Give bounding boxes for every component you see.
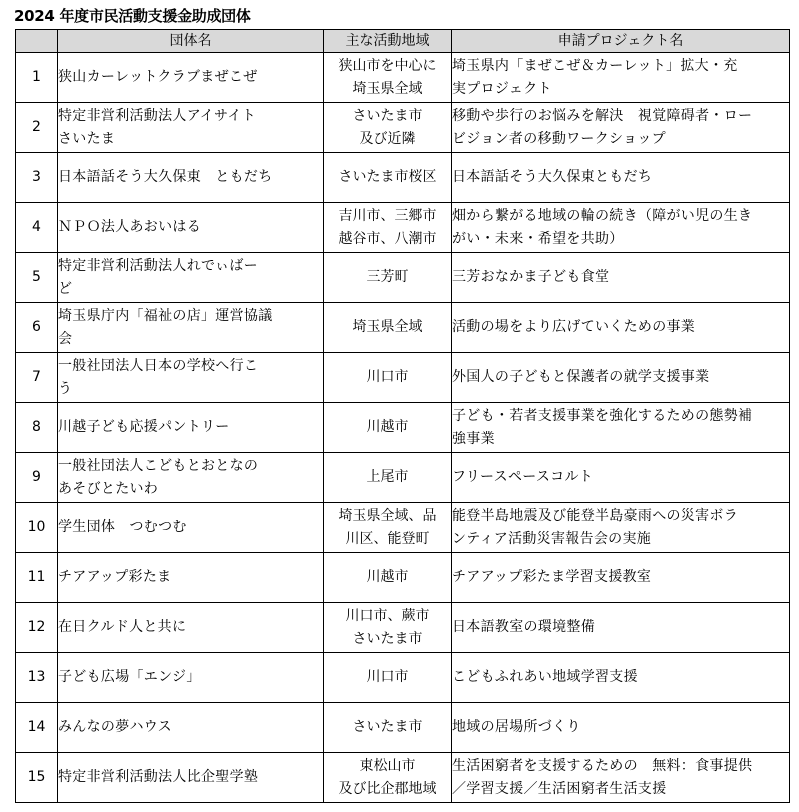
activity-area-line: 川越市 xyxy=(366,419,409,435)
organization-name-cell xyxy=(58,253,324,303)
activity-area-line: 埼玉県全域、品 xyxy=(338,507,437,524)
organization-name-cell xyxy=(58,303,324,353)
project-name-line: ／学習支援／生活困窮者生活支援 xyxy=(452,780,667,797)
project-name-line: がい・未来・希望を共助） xyxy=(452,230,624,247)
activity-area-cell xyxy=(324,553,452,603)
project-name-line: 埼玉県内「まぜこぜ＆カーレット」拡大・充 xyxy=(452,57,738,74)
table-row xyxy=(16,153,790,203)
organization-name-cell xyxy=(58,653,324,703)
table-row xyxy=(16,203,790,253)
project-name-line: 能登半島地震及び能登半島豪雨への災害ボラ xyxy=(452,507,738,524)
table-row xyxy=(16,703,790,753)
activity-area-line: 川越市 xyxy=(366,569,409,585)
project-name-cell xyxy=(452,53,790,103)
table-header-row xyxy=(16,30,790,53)
organization-name-line: 子ども広場「エンジ」 xyxy=(58,669,201,685)
organization-name-line: 特定非営利活動法人アイサイト xyxy=(58,107,256,124)
row-number: 1 xyxy=(16,53,58,103)
organization-name-line: 狭山カーレットクラブまぜこぜ xyxy=(58,69,258,85)
project-name-cell xyxy=(452,203,790,253)
activity-area-line: 埼玉県全域 xyxy=(352,80,423,97)
activity-area-cell xyxy=(324,153,452,203)
activity-area-line: 及び比企郡地域 xyxy=(338,780,437,797)
activity-area-line: さいたま市 xyxy=(352,719,423,735)
table-row xyxy=(16,253,790,303)
table-row xyxy=(16,303,790,353)
table-row xyxy=(16,103,790,153)
organization-name-line: ＮＰＯ法人あおいはる xyxy=(58,219,201,235)
project-name-line: 子ども・若者支援事業を強化するための態勢補 xyxy=(452,407,753,424)
organization-name-line: う xyxy=(58,380,73,397)
organization-name-cell xyxy=(58,753,324,803)
activity-area-line: 上尾市 xyxy=(366,469,409,485)
row-number: 3 xyxy=(16,153,58,203)
row-number: 12 xyxy=(16,603,58,653)
row-number: 2 xyxy=(16,103,58,153)
organization-name-cell xyxy=(58,553,324,603)
activity-area-cell xyxy=(324,703,452,753)
activity-area-line: 東松山市 xyxy=(359,757,416,774)
organization-name-cell xyxy=(58,603,324,653)
activity-area-line: 三芳町 xyxy=(366,269,409,285)
table-row xyxy=(16,603,790,653)
organization-name-line: 一般社団法人日本の学校へ行こ xyxy=(58,357,259,374)
project-name-cell xyxy=(452,703,790,753)
organization-name-line: さいたま xyxy=(58,130,116,147)
table-row xyxy=(16,753,790,803)
organization-name-cell xyxy=(58,53,324,103)
activity-area-line: 及び近隣 xyxy=(359,130,416,147)
organization-name-line: ど xyxy=(58,280,73,297)
organization-name-line: 在日クルド人と共に xyxy=(58,619,187,635)
row-number: 6 xyxy=(16,303,58,353)
project-name-line: チアアップ彩たま学習支援教室 xyxy=(452,569,652,585)
header-activity-area: 主な活動地域 xyxy=(324,30,452,53)
row-number: 4 xyxy=(16,203,58,253)
activity-area-line: さいたま市 xyxy=(352,107,423,124)
activity-area-line: 埼玉県全域 xyxy=(352,319,423,335)
grant-recipients-table xyxy=(15,29,790,803)
activity-area-cell xyxy=(324,253,452,303)
table-row xyxy=(16,453,790,503)
activity-area-cell xyxy=(324,653,452,703)
row-number: 5 xyxy=(16,253,58,303)
row-number: 8 xyxy=(16,403,58,453)
activity-area-line: 狭山市を中心に xyxy=(338,57,437,74)
row-number: 14 xyxy=(16,703,58,753)
row-number: 11 xyxy=(16,553,58,603)
table-row xyxy=(16,553,790,603)
project-name-line: 日本語話そう大久保東ともだち xyxy=(452,169,653,185)
document-title: 2024 年度市民活動支援金助成団体 xyxy=(14,7,251,25)
organization-name-cell xyxy=(58,503,324,553)
organization-name-line: あそびとたいわ xyxy=(58,480,159,497)
organization-name-line: 日本語話そう大久保東 ともだち xyxy=(58,169,273,185)
table-row xyxy=(16,353,790,403)
table-body xyxy=(16,53,790,803)
activity-area-cell xyxy=(324,353,452,403)
organization-name-line: 特定非営利活動法人比企聖学塾 xyxy=(58,769,259,785)
project-name-cell xyxy=(452,503,790,553)
organization-name-line: 一般社団法人こどもとおとなの xyxy=(58,457,259,474)
activity-area-cell xyxy=(324,453,452,503)
activity-area-line: 川区、能登町 xyxy=(345,530,430,547)
activity-area-cell xyxy=(324,503,452,553)
organization-name-line: 特定非営利活動法人れでぃばー xyxy=(58,257,258,274)
project-name-cell xyxy=(452,603,790,653)
project-name-line: 外国人の子どもと保護者の就学支援事業 xyxy=(452,369,710,385)
organization-name-line: 埼玉県庁内「福祉の店」運営協議 xyxy=(58,307,273,324)
project-name-cell xyxy=(452,403,790,453)
project-name-cell xyxy=(452,103,790,153)
project-name-line: 実プロジェクト xyxy=(452,80,552,97)
project-name-cell xyxy=(452,353,790,403)
project-name-line: フリースペースコルト xyxy=(452,469,594,485)
project-name-line: ンティア活動災害報告会の実施 xyxy=(452,530,652,547)
activity-area-line: 川口市、蕨市 xyxy=(345,607,430,624)
row-number: 7 xyxy=(16,353,58,403)
activity-area-line: さいたま市桜区 xyxy=(338,169,437,185)
organization-name-line: 川越子ども応援パントリー xyxy=(58,419,230,435)
table-row xyxy=(16,503,790,553)
project-name-cell xyxy=(452,653,790,703)
row-number: 9 xyxy=(16,453,58,503)
project-name-cell xyxy=(452,553,790,603)
project-name-line: 生活困窮者を支援するための 無料：食事提供 xyxy=(452,757,753,774)
organization-name-line: みんなの夢ハウス xyxy=(58,719,172,735)
activity-area-cell xyxy=(324,203,452,253)
header-project-name: 申請プロジェクト名 xyxy=(452,30,790,53)
project-name-cell xyxy=(452,303,790,353)
row-number: 15 xyxy=(16,753,58,803)
organization-name-cell xyxy=(58,403,324,453)
project-name-line: ビジョン者の移動ワークショップ xyxy=(452,130,666,147)
project-name-cell xyxy=(452,753,790,803)
activity-area-cell xyxy=(324,103,452,153)
project-name-line: 強事業 xyxy=(452,430,495,447)
header-number xyxy=(16,30,58,53)
project-name-line: 三芳おなかま子ども食堂 xyxy=(452,269,610,285)
table-row xyxy=(16,53,790,103)
table-row xyxy=(16,653,790,703)
project-name-line: 活動の場をより広げていくための事業 xyxy=(452,319,696,335)
row-number: 13 xyxy=(16,653,58,703)
activity-area-line: 川口市 xyxy=(366,369,409,385)
activity-area-cell xyxy=(324,403,452,453)
organization-name-cell xyxy=(58,103,324,153)
organization-name-cell xyxy=(58,353,324,403)
organization-name-cell xyxy=(58,703,324,753)
activity-area-cell xyxy=(324,603,452,653)
activity-area-line: 吉川市、三郷市 xyxy=(338,207,437,224)
activity-area-line: さいたま市 xyxy=(352,630,423,647)
activity-area-cell xyxy=(324,303,452,353)
organization-name-line: 学生団体 つむつむ xyxy=(58,519,187,535)
project-name-cell xyxy=(452,153,790,203)
activity-area-cell xyxy=(324,753,452,803)
project-name-line: 移動や歩行のお悩みを解決 視覚障碍者・ロー xyxy=(452,107,753,124)
project-name-line: こどもふれあい地域学習支援 xyxy=(452,669,638,685)
project-name-line: 日本語教室の環境整備 xyxy=(452,619,595,635)
table-row xyxy=(16,403,790,453)
organization-name-cell xyxy=(58,203,324,253)
project-name-cell xyxy=(452,453,790,503)
activity-area-cell xyxy=(324,53,452,103)
project-name-line: 畑から繋がる地域の輪の続き（障がい児の生き xyxy=(452,207,753,224)
organization-name-line: チアアップ彩たま xyxy=(58,569,172,585)
header-organization: 団体名 xyxy=(58,30,324,53)
activity-area-line: 川口市 xyxy=(366,669,409,685)
project-name-cell xyxy=(452,253,790,303)
project-name-line: 地域の居場所づくり xyxy=(452,719,581,735)
organization-name-cell xyxy=(58,453,324,503)
activity-area-line: 越谷市、八潮市 xyxy=(338,230,437,247)
row-number: 10 xyxy=(16,503,58,553)
organization-name-cell xyxy=(58,153,324,203)
organization-name-line: 会 xyxy=(58,330,73,347)
